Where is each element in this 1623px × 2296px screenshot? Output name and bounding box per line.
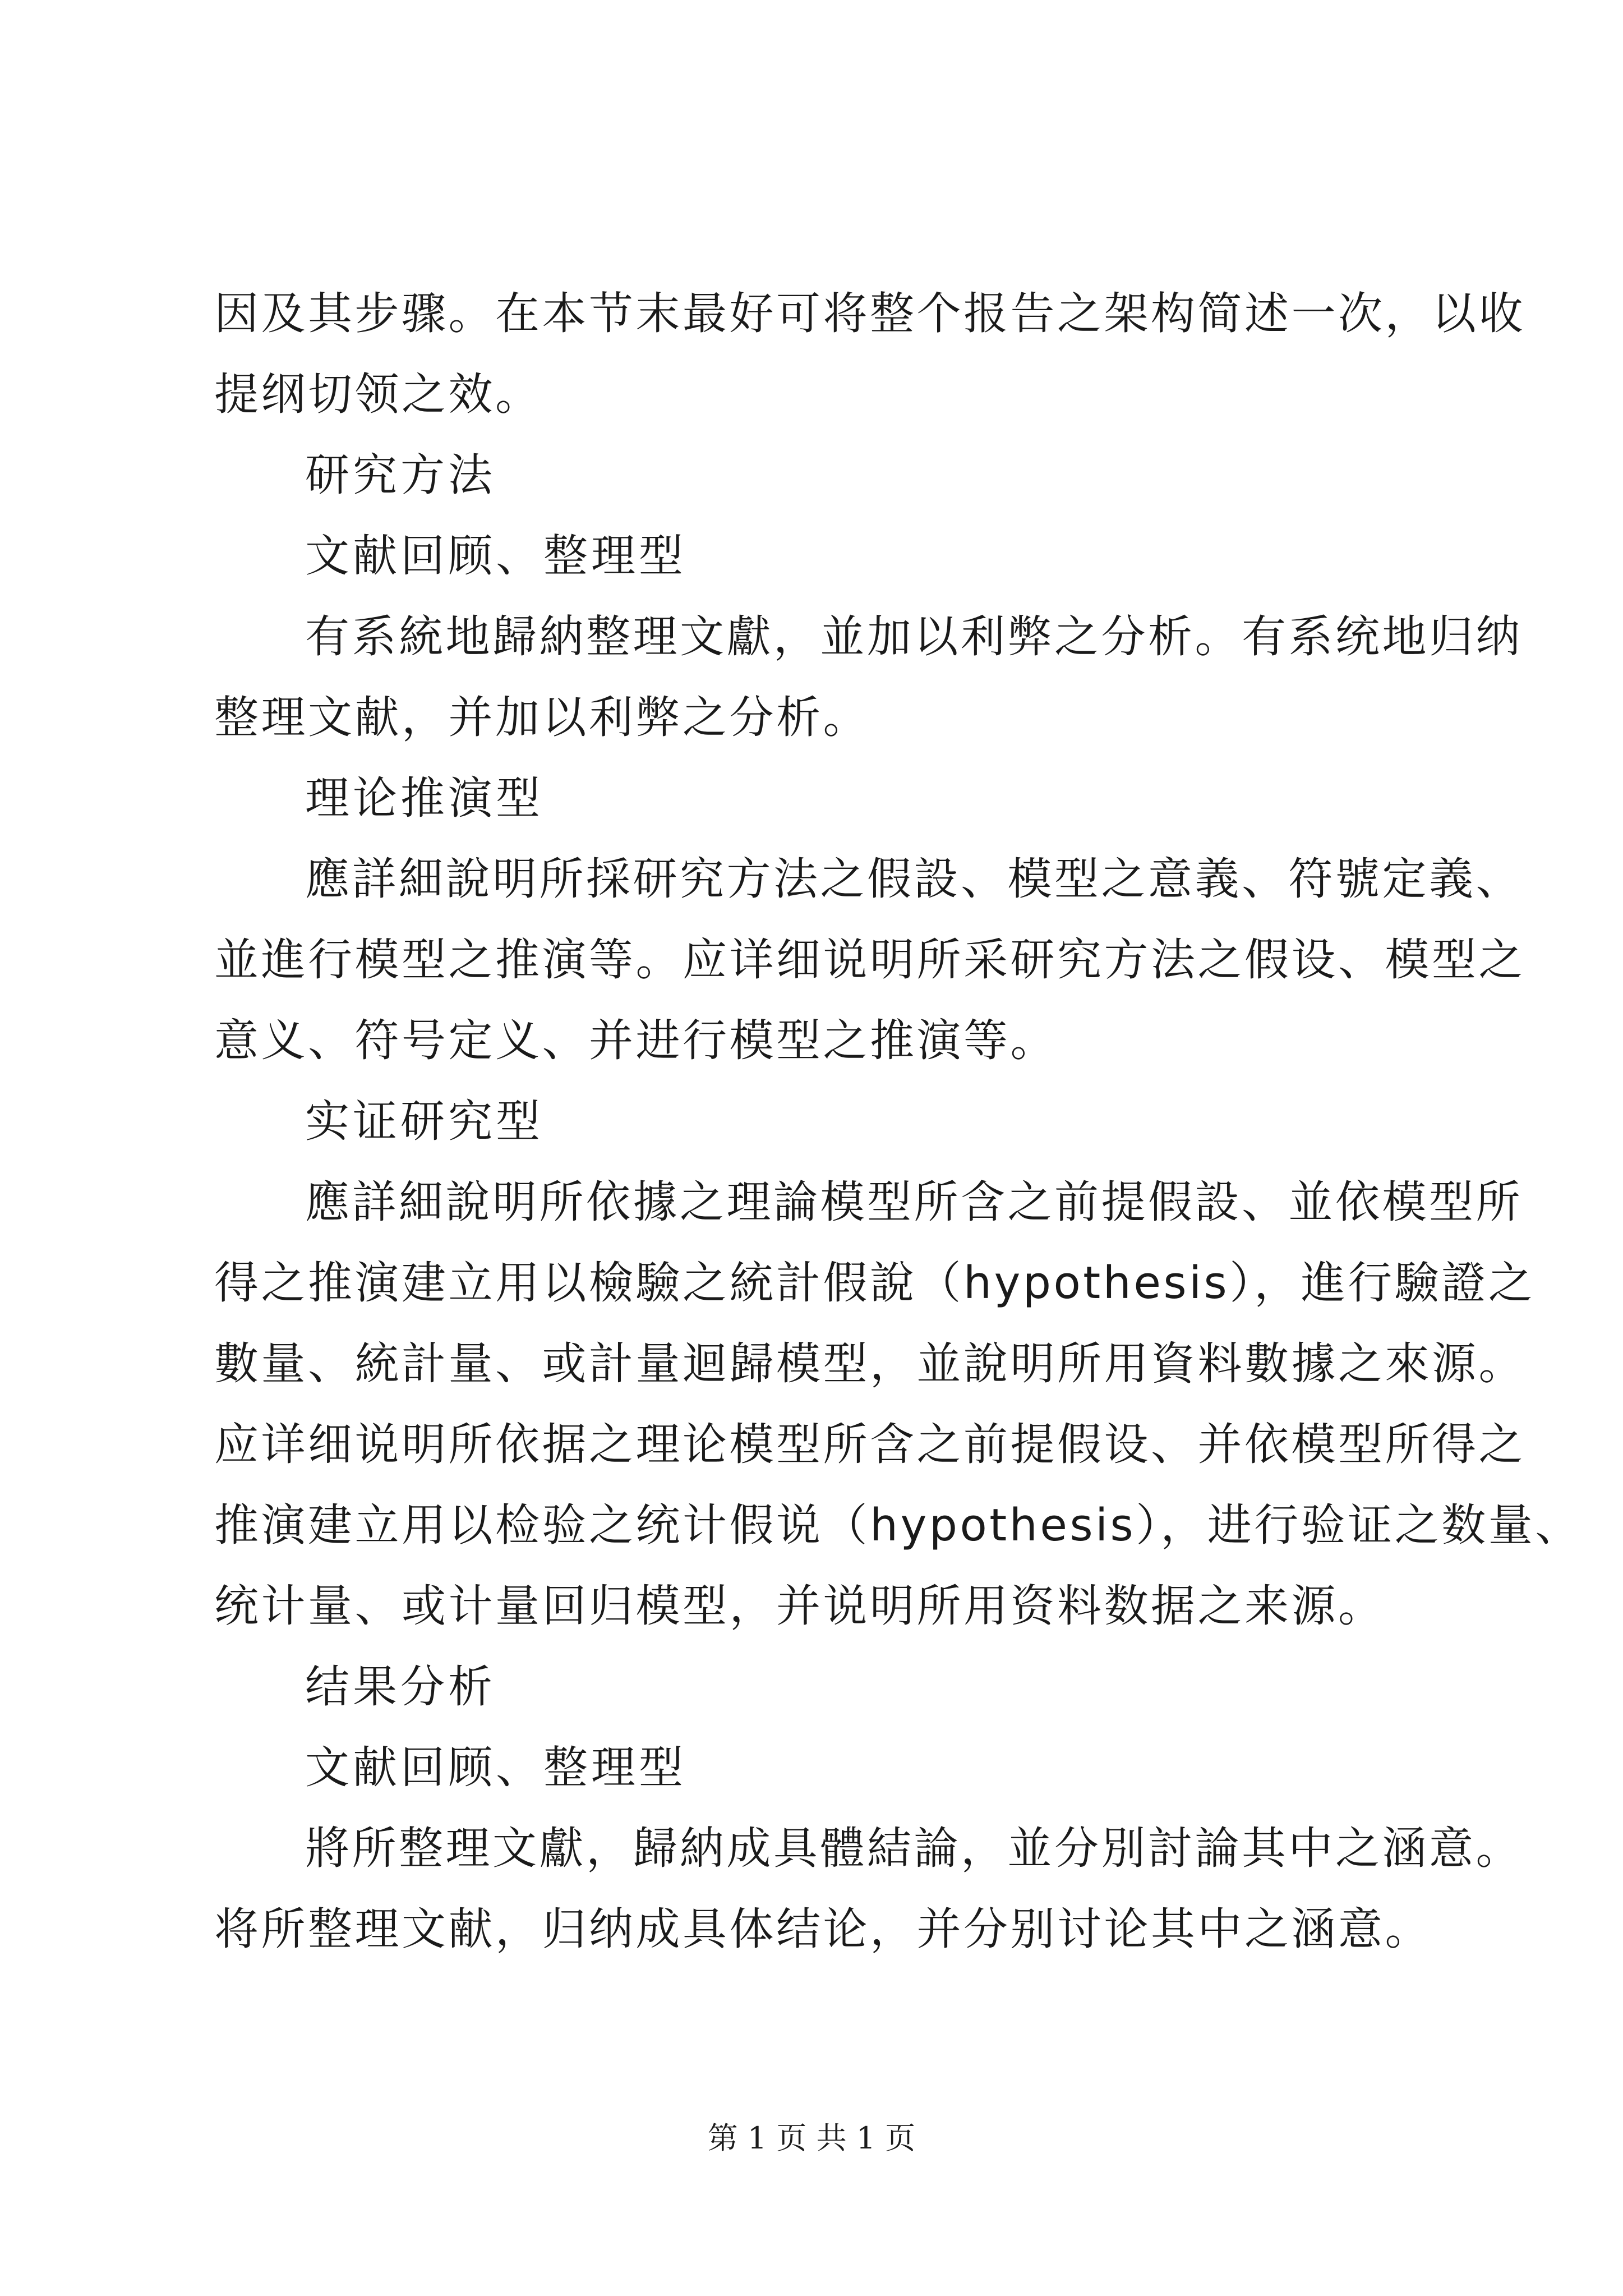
paragraph-line: 整理文献，并加以利弊之分析。 bbox=[214, 692, 870, 743]
subheading-literature-review: 文献回顾、整理型 bbox=[305, 530, 686, 582]
paragraph-line: 应详细说明所依据之理论模型所含之前提假设、并依模型所得之 bbox=[214, 1419, 1525, 1470]
paragraph-line: 提纲切领之效。 bbox=[214, 369, 542, 420]
subheading-empirical-research: 实证研究型 bbox=[305, 1096, 543, 1147]
section-heading-research-method: 研究方法 bbox=[305, 449, 496, 501]
section-heading-result-analysis: 结果分析 bbox=[305, 1661, 496, 1713]
paragraph-line: 有系統地歸納整理文獻，並加以利弊之分析。有系统地归纳 bbox=[305, 611, 1523, 662]
paragraph-line: 應詳細說明所採研究方法之假設、模型之意義、符號定義、 bbox=[305, 853, 1523, 905]
paragraph-line: 将所整理文献，归纳成具体结论，并分别讨论其中之涵意。 bbox=[214, 1903, 1432, 1955]
paragraph-line: 推演建立用以检验之统计假说（hypothesis），进行验证之数量、 bbox=[214, 1499, 1582, 1551]
page-number-footer: 第 1 页 共 1 页 bbox=[707, 2120, 916, 2156]
subheading-theoretical-derivation: 理论推演型 bbox=[305, 772, 543, 824]
document-body bbox=[214, 288, 1582, 1985]
paragraph-line: 並進行模型之推演等。应详细说明所采研究方法之假设、模型之 bbox=[214, 934, 1525, 986]
subheading-literature-review: 文献回顾、整理型 bbox=[305, 1742, 686, 1793]
paragraph-line: 將所整理文獻，歸納成具體結論，並分別討論其中之涵意。 bbox=[305, 1823, 1523, 1874]
paragraph-line: 得之推演建立用以檢驗之統計假說（hypothesis），進行驗證之 bbox=[214, 1257, 1536, 1309]
paragraph-line: 因及其步骤。在本节末最好可将整个报告之架构简述一次，以收 bbox=[214, 288, 1525, 339]
paragraph-line: 统计量、或计量回归模型，并说明所用资料数据之来源。 bbox=[214, 1580, 1385, 1632]
paragraph-line: 數量、統計量、或計量迴歸模型，並說明所用資料數據之來源。 bbox=[214, 1338, 1525, 1389]
paragraph-line: 應詳細說明所依據之理論模型所含之前提假設、並依模型所 bbox=[305, 1176, 1523, 1228]
paragraph-line: 意义、符号定义、并进行模型之推演等。 bbox=[214, 1015, 1057, 1066]
